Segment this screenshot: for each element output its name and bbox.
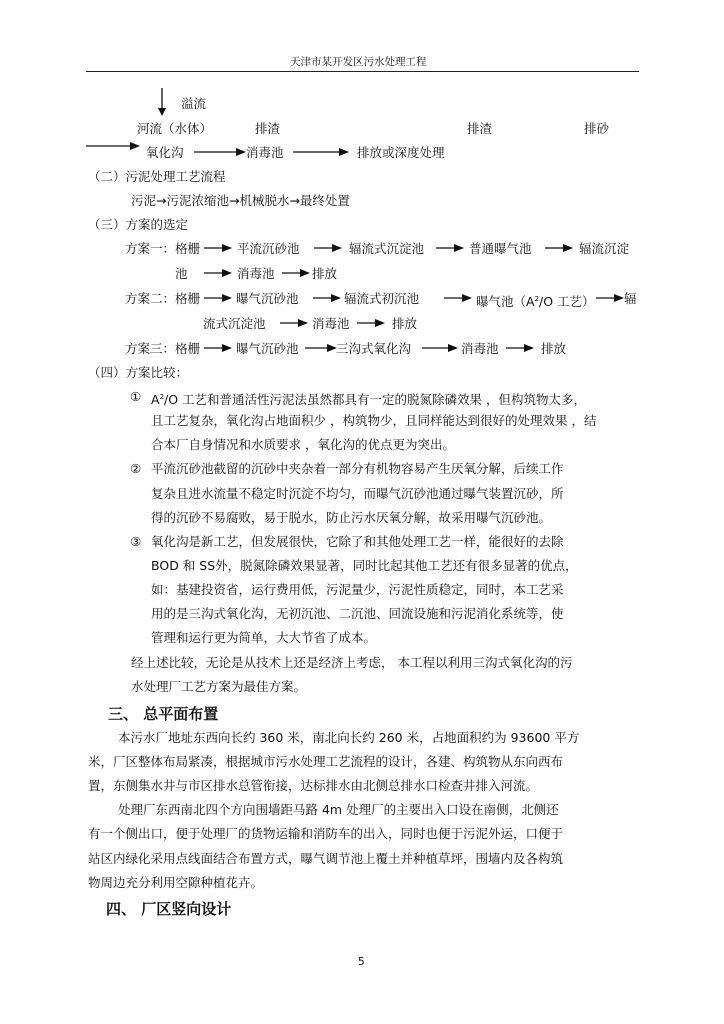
item3-line4: 用的是三沟式氧化沟，无初沉池、二沉池、回流设施和污泥消化系统等，使	[151, 606, 564, 621]
flow-arrow-icon	[422, 343, 466, 353]
plan3-node-3: 消毒池	[461, 341, 499, 356]
plan2-node-3: 曝气池（$A^2/O$ 工艺）	[476, 294, 595, 310]
layout-p1-line2: 米，厂区整体布局紧凑，根据城市污水处理工艺流程的设计，各建、构筑物从东向西布	[88, 754, 564, 769]
plan2-node-4-cont: 流式沉淀池	[203, 316, 266, 331]
layout-p2-line4: 物周边充分利用空隙种植花卉。	[88, 875, 264, 890]
flow-arrow-icon	[436, 243, 470, 253]
river-label: 河流（水体）	[137, 121, 213, 136]
flow-arrow-icon	[305, 343, 339, 353]
item2-line1: 平流沉砂池截留的沉砂中夹杂着一部分有机物容易产生厌氧分解，后续工作	[151, 461, 564, 476]
flow-arrow-icon	[545, 243, 579, 253]
flow-arrow-icon	[86, 141, 146, 151]
header-rule	[86, 71, 639, 72]
item2-number: ②	[130, 461, 142, 476]
layout-p2-line1: 处理厂东西南北四个方向围墙距马路 4m 处理厂的主要出入口设在南侧，北侧还	[118, 802, 559, 817]
plan3-node-4: 排放	[541, 341, 567, 356]
disinfect-label: 消毒池	[246, 145, 284, 160]
sand-label: 排砂	[584, 121, 610, 136]
flow-arrow-icon	[506, 343, 540, 353]
plan1-node-4-cont: 池	[175, 266, 188, 281]
conclusion-line1: 经上述比较，无论是从技术上还是经济上考虑， 本工程以利用三沟式氧化沟的污	[131, 655, 573, 670]
item1-line2: 且工艺复杂，氧化沟占地面积少 ，构筑物少，且同样能达到很好的处理效果 ，结	[151, 413, 597, 428]
flow-arrow-icon	[314, 243, 348, 253]
plan2-node-1: 曝气沉砂池	[236, 291, 299, 306]
flow-arrow-icon	[444, 293, 478, 303]
plan2-label: 方案二：格栅	[125, 291, 201, 306]
item1-line3: 合本厂自身情况和水质要求 ，氧化沟的优点更为突出。	[151, 437, 455, 452]
item2-line3: 得的沉砂不易腐败，易于脱水，防止污水厌氧分解，故采用曝气沉砂池。	[151, 510, 552, 525]
item3-line5: 管理和运行更为简单，大大节省了成本。	[151, 630, 377, 645]
flow-arrow-icon	[194, 147, 250, 157]
plan3-node-1: 曝气沉砂池	[236, 341, 299, 356]
down-arrow-icon	[158, 88, 168, 118]
plan2-node-2: 辐流式初沉池	[344, 291, 420, 306]
flow-arrow-icon	[313, 293, 347, 303]
flow-arrow-icon	[204, 243, 238, 253]
section2-title: （二）污泥处理工艺流程	[88, 169, 226, 184]
flow-arrow-icon	[293, 147, 353, 157]
plan1-node-3: 普通曝气池	[469, 241, 532, 256]
plan1-node-6: 排放	[312, 266, 338, 281]
slag-label-1: 排渣	[255, 121, 281, 136]
item1-line1: $A^2/O$ 工艺和普通活性污泥法虽然都具有一定的脱氮除磷效果 ，但构筑物太多，	[151, 392, 587, 408]
plan1-node-2: 辐流式沉淀池	[349, 241, 425, 256]
plan2-node-4: 辐	[624, 291, 637, 306]
conclusion-line2: 水处理厂工艺方案为最佳方案。	[131, 679, 307, 694]
flow-arrow-icon	[357, 318, 391, 328]
plan1-node-1: 平流沉砂池	[237, 241, 300, 256]
plan1-node-4: 辐流沉淀	[579, 241, 630, 256]
plan3-label: 方案三：格栅	[125, 341, 201, 356]
item3-line2: BOD 和 SS外，脱氮除磷效果显著，同时比起其他工艺还有很多显著的优点，	[151, 558, 578, 573]
item3-line1: 氧化沟是新工艺，但发展很快，它除了和其他处理工艺一样，能很好的去除	[151, 534, 564, 549]
sludge-flow: 污泥→污泥浓缩池→机械脱水→最终处置	[131, 193, 350, 208]
section3-title: （三）方案的选定	[88, 217, 189, 232]
discharge-label: 排放或深度处理	[357, 145, 445, 160]
item3-line3: 如：基建投资省，运行费用低，污泥量少，污泥性质稳定，同时，本工艺采	[151, 582, 564, 597]
flow-arrow-icon	[204, 268, 238, 278]
layout-p1-line3: 置，东侧集水井与市区排水总管衔接，达标排水由北侧总排水口检查井排入河流。	[88, 778, 539, 793]
page-number: 5	[358, 956, 365, 968]
section-vertical-heading: 四、 厂区竖向设计	[106, 900, 232, 918]
page-header-title: 天津市某开发区污水处理工程	[290, 56, 427, 68]
section-layout-heading: 三、 总平面布置	[108, 705, 219, 723]
plan1-label: 方案一：格栅	[125, 241, 201, 256]
plan1-node-5: 消毒池	[237, 266, 275, 281]
item1-number: ①	[130, 389, 142, 404]
layout-p1-line1: 本污水厂地址东西向长约 360 米，南北向长约 260 米，占地面积约为 93600 平方	[118, 730, 580, 745]
item3-number: ③	[130, 534, 142, 549]
section4-title: （四）方案比较：	[88, 365, 189, 380]
overflow-label: 溢流	[181, 96, 207, 111]
layout-p2-line2: 有一个侧出口，便于处理厂的货物运输和消防车的出入，同时也便于污泥外运，口便于	[88, 826, 564, 841]
plan2-node-5: 消毒池	[312, 316, 350, 331]
flow-arrow-icon	[280, 318, 314, 328]
flow-arrow-icon	[204, 293, 238, 303]
slag-label-2: 排渣	[467, 121, 493, 136]
oxidation-ditch-label: 氧化沟	[146, 145, 184, 160]
plan2-node-6: 排放	[392, 316, 418, 331]
layout-p2-line3: 站区内绿化采用点线面结合布置方式，曝气调节池上覆土并种植草坪，围墙内及各构筑	[88, 851, 564, 866]
plan3-node-2: 三沟式氧化沟	[336, 341, 412, 356]
flow-arrow-icon	[282, 268, 316, 278]
item2-line2: 复杂且进水流量不稳定时沉淀不均匀，而曝气沉砂池通过曝气装置沉砂，所	[151, 486, 564, 501]
flow-arrow-icon	[204, 343, 238, 353]
